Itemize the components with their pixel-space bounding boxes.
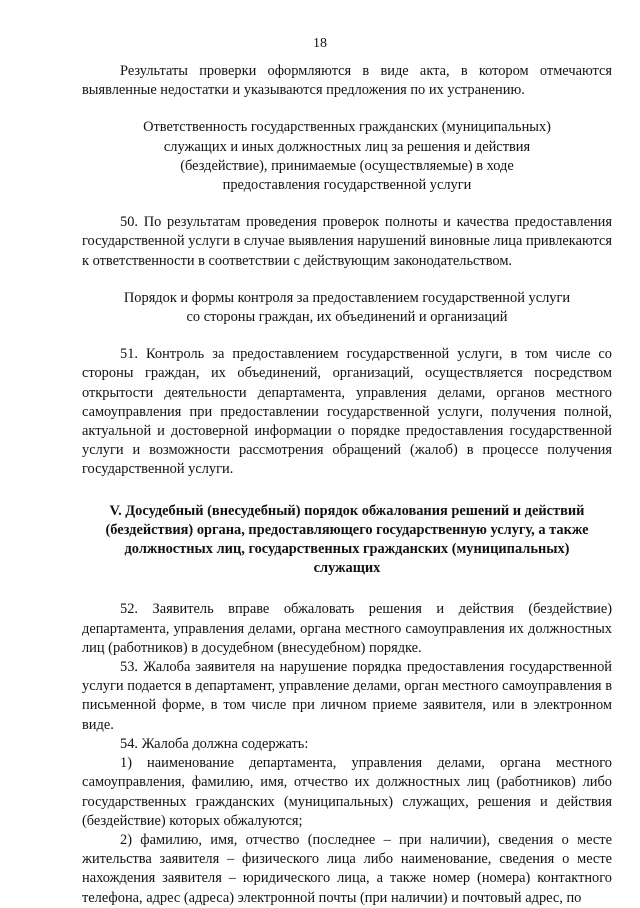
document-body xyxy=(82,62,612,908)
paragraph-54-item-1: 1) наименование департамента, управления делами, органа местного самоуправления, фамилию, имя, отчество их должностных лиц (работников) либо государственных гражданских (муниципальных) служащих, решения и действия (бездействие) которых обжалуются; xyxy=(82,755,612,829)
paragraph-53: 53. Жалоба заявителя на нарушение порядка предоставления государственной услуги подается в департамент, управление делами, орган местного самоуправления в письменной форме, в том числе при личном приеме заявителя, или в электронном виде. xyxy=(82,659,612,733)
paragraph-54-item-2: 2) фамилию, имя, отчество (последнее – при наличии), сведения о месте жительства заявителя – физического лица либо наименование, сведения о месте нахождения заявителя – юридического лица, а также номер (номера) контактного телефона, адрес (адреса) электронной почты (при наличии) и почтовый адрес, по xyxy=(82,831,612,906)
paragraph-52: 52. Заявитель вправе обжаловать решения и действия (бездействие) департамента, управления делами, органа местного самоуправления их должностных лиц (работников) в досудебном (внесудебном) порядке. xyxy=(82,601,612,656)
section-v-heading: V. Досудебный (внесудебный) порядок обжалования решений и действий (бездействия) органа, предоставляющего государственную услугу, а также должностных лиц, государственных гражданских (муниципальных) служащих xyxy=(105,502,589,577)
heading-responsibility: Ответственность государственных гражданских (муниципальных) служащих и иных должностных лиц за решения и действия (бездействие), принимаемые (осуществляемые) в ходе предоставления государственной услуги xyxy=(143,119,551,194)
paragraph-54: 54. Жалоба должна содержать: xyxy=(120,735,309,752)
paragraph-50: 50. По результатам проведения проверок полноты и качества предоставления государственной услуги в случае выявления нарушений виновные лица привлекаются к ответственности в соответствии с действующим законодательством. xyxy=(82,214,612,269)
paragraph-intro: Результаты проверки оформляются в виде акта, в котором отмечаются выявленные недостатки и указываются предложения по их устранению. xyxy=(82,63,612,99)
page-number: 18 xyxy=(313,36,327,51)
heading-control: Порядок и формы контроля за предоставлением государственной услуги со стороны граждан, их объединений и организаций xyxy=(123,289,571,326)
paragraph-51: 51. Контроль за предоставлением государственной услуги, в том числе со стороны граждан, их объединений, организаций, осуществляется посредством открытости деятельности департамента, управления делами, органов местного самоуправления при предоставлении государственной услуги, получения полной, актуальной и достоверной информации о порядке предоставления государственной услуги и возможности рассмотрения обращений (жалоб) в процессе получения государственной услуги. xyxy=(82,346,612,478)
